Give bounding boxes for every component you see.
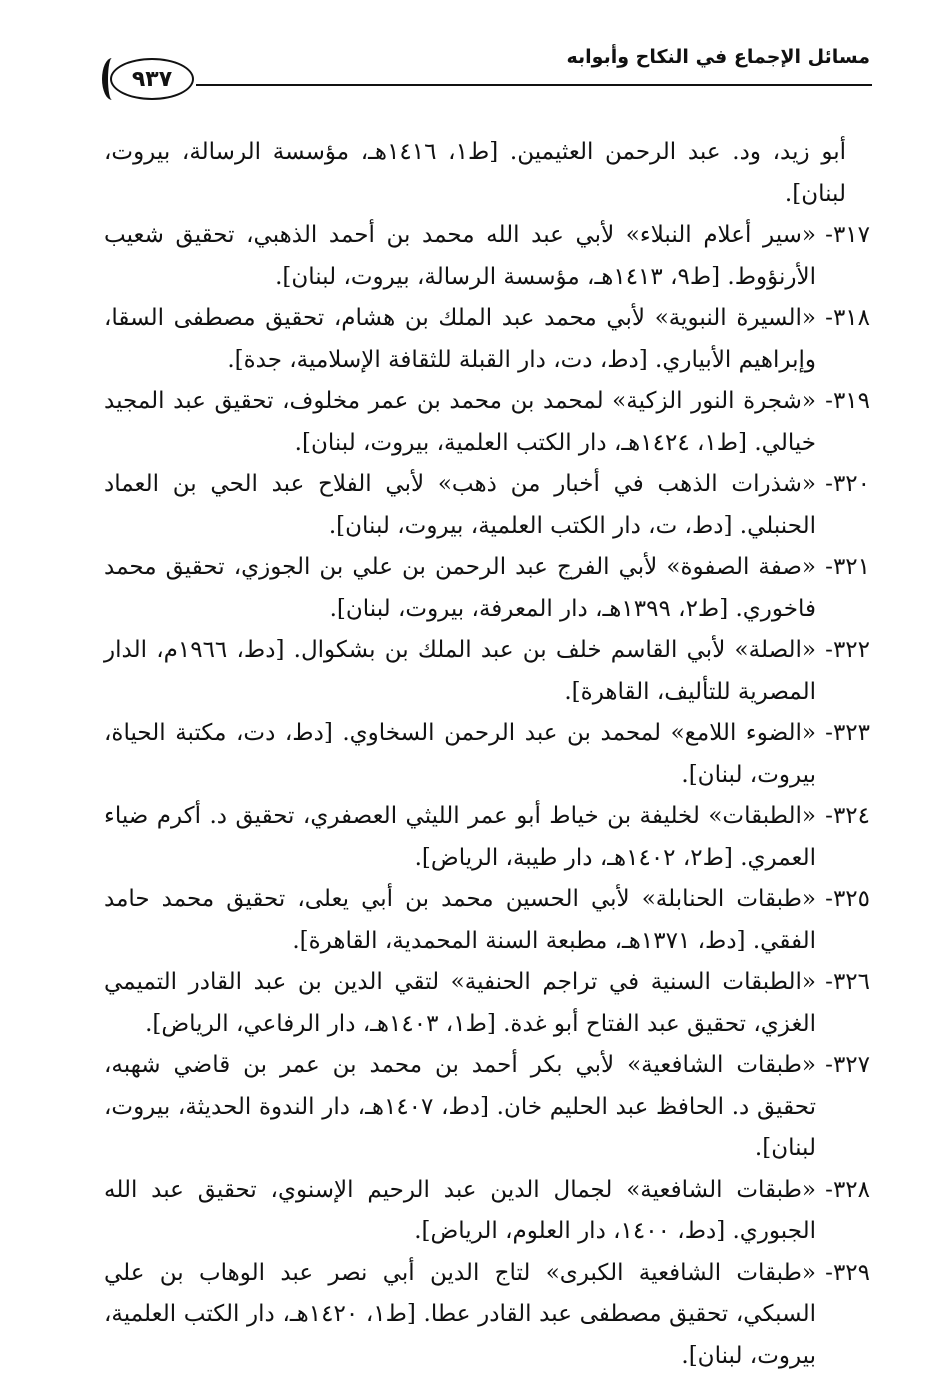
bibliography-entry <box>104 1045 870 1170</box>
entry-number: ٣٢٢- <box>825 637 870 663</box>
entry-number: ٣٢٦- <box>825 969 870 995</box>
bibliography-list <box>104 132 870 1377</box>
entry-number: ٣٢٧- <box>825 1052 870 1078</box>
entry-text: «الصلة» لأبي القاسم خلف بن عبد الملك بن بشكوال. [دط، ١٩٦٦م، الدار المصرية للتأليف، القاهرة]. <box>104 637 816 705</box>
entry-text: «شذرات الذهب في أخبار من ذهب» لأبي الفلاح عبد الحي بن العماد الحنبلي. [دط، ت، دار الكتب العلمية، بيروت، لبنان]. <box>104 471 816 539</box>
entry-text: «صفة الصفوة» لأبي الفرج عبد الرحمن بن علي بن الجوزي، تحقيق محمد فاخوري. [ط٢، ١٣٩٩هـ، دار المعرفة، بيروت، لبنان]. <box>104 554 816 622</box>
bibliography-entry <box>104 713 870 796</box>
entry-text: «طبقات الشافعية» لجمال الدين عبد الرحيم الإسنوي، تحقيق عبد الله الجبوري. [دط، ١٤٠٠، دار العلوم، الرياض]. <box>104 1176 816 1244</box>
entry-text: «الطبقات» لخليفة بن خياط أبو عمر الليثي العصفري، تحقيق د. أكرم ضياء العمري. [ط٢، ١٤٠٢هـ، دار طيبة، الرياض]. <box>104 803 816 871</box>
bibliography-entry <box>104 630 870 713</box>
entry-number: ٣٢٥- <box>825 886 870 912</box>
entry-number: ٣٢٩- <box>825 1259 870 1286</box>
bibliography-entry <box>104 464 870 547</box>
entry-text: «طبقات الحنابلة» لأبي الحسين محمد بن أبي يعلى، تحقيق محمد حامد الفقي. [دط، ١٣٧١هـ، مطبعة السنة المحمدية، القاهرة]. <box>104 886 816 954</box>
entry-text: «الضوء اللامع» لمحمد بن عبد الرحمن السخاوي. [دط، دت، مكتبة الحياة، بيروت، لبنان]. <box>104 720 816 788</box>
entry-number: ٣٢٨- <box>825 1176 870 1203</box>
running-header-title: مسائل الإجماع في النكاح وأبوابه <box>566 46 870 68</box>
entry-number: ٣٢٣- <box>825 720 870 746</box>
continued-entry <box>104 132 870 215</box>
bibliography-entry <box>104 381 870 464</box>
entry-text: «الطبقات السنية في تراجم الحنفية» لتقي الدين بن عبد القادر التميمي الغزي، تحقيق عبد الفتاح أبو غدة. [ط١، ١٤٠٣هـ، دار الرفاعي، الرياض]. <box>104 969 816 1037</box>
entry-number: ٣١٨- <box>825 305 870 331</box>
bibliography-entry <box>104 547 870 630</box>
bibliography-entry <box>104 962 870 1045</box>
bibliography-entry <box>104 1170 870 1253</box>
bibliography-entry <box>104 298 870 381</box>
entry-text: أبو زيد، ود. عبد الرحمن العثيمين. [ط١، ١٤١٦هـ، مؤسسة الرسالة، بيروت، لبنان]. <box>104 139 847 207</box>
bibliography-entry <box>104 796 870 879</box>
entry-text: «طبقات الشافعية» لأبي بكر أحمد بن محمد بن عمر بن قاضي شهبه، تحقيق د. الحافظ عبد الحليم خان. [دط، ١٤٠٧هـ، دار الندوة الحديثة، بيروت، لبنان]. <box>104 1052 816 1161</box>
bibliography-entry <box>104 215 870 298</box>
entry-text: «سير أعلام النبلاء» لأبي عبد الله محمد بن أحمد الذهبي، تحقيق شعيب الأرنؤوط. [ط٩، ١٤١٣هـ، مؤسسة الرسالة، بيروت، لبنان]. <box>104 222 816 290</box>
entry-number: ٣١٩- <box>825 388 870 414</box>
entry-number: ٣٢١- <box>825 554 870 580</box>
bibliography-entry <box>104 1253 870 1378</box>
entry-number: ٣٢٠- <box>825 471 870 497</box>
page-number: ٩٣٧ <box>110 58 194 100</box>
entry-number: ٣٢٤- <box>825 803 870 829</box>
entry-text: «السيرة النبوية» لأبي محمد عبد الملك بن هشام، تحقيق مصطفى السقا، وإبراهيم الأبياري. [دط، دت، دار القبلة للثقافة الإسلامية، جدة]. <box>104 305 816 373</box>
entry-number: ٣١٧- <box>825 222 870 248</box>
entry-text: «شجرة النور الزكية» لمحمد بن محمد بن عمر مخلوف، تحقيق عبد المجيد خيالي. [ط١، ١٤٢٤هـ، دار الكتب العلمية، بيروت، لبنان]. <box>104 388 816 456</box>
entry-text: «طبقات الشافعية الكبرى» لتاج الدين أبي نصر عبد الوهاب بن علي السبكي، تحقيق مصطفى عبد القادر عطا. [ط١، ١٤٢٠هـ، دار الكتب العلمية، بيروت، لبنان]. <box>104 1259 817 1369</box>
bibliography-entry <box>104 879 870 962</box>
header-rule <box>196 84 872 86</box>
